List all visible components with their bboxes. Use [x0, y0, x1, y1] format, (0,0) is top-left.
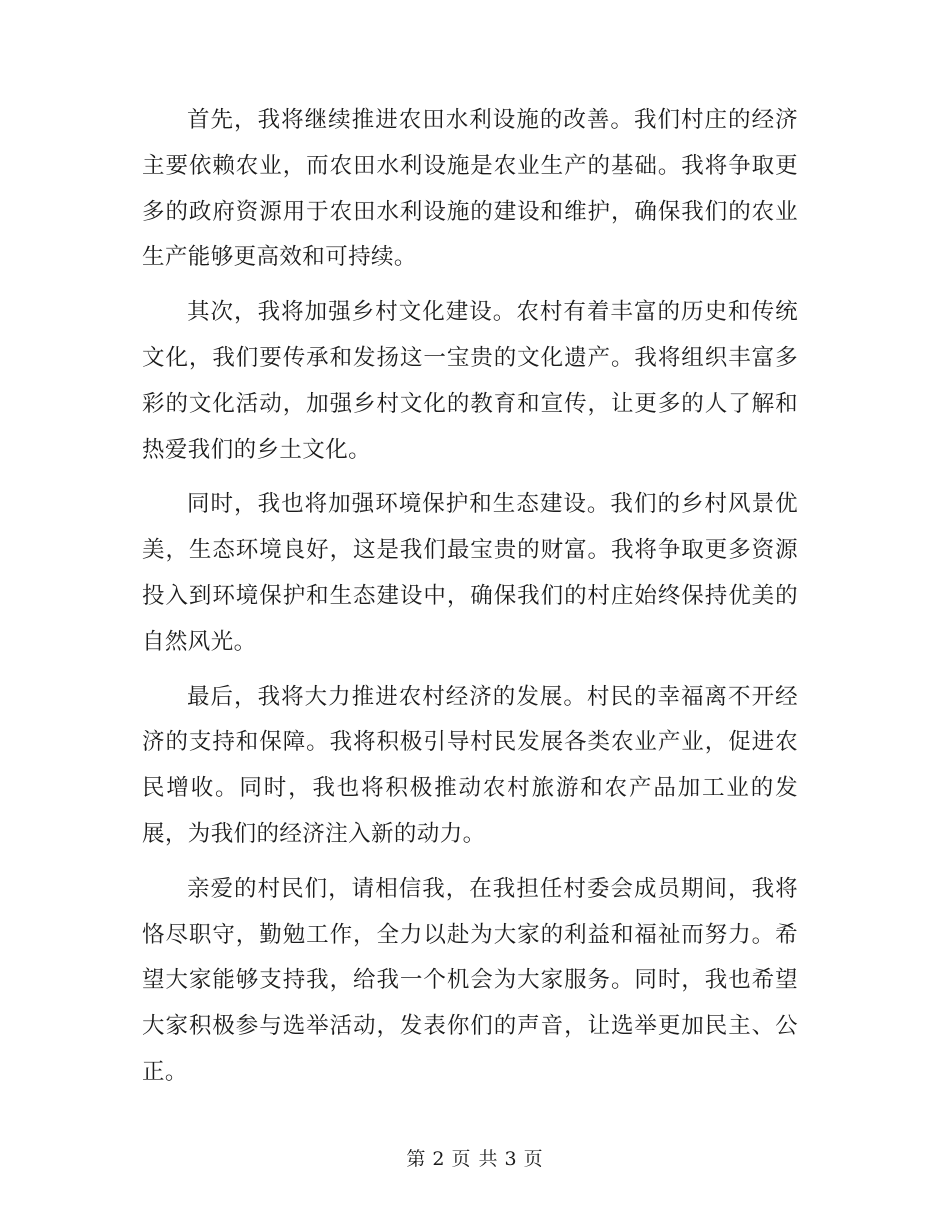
paragraph-economy: 最后，我将大力推进农村经济的发展。村民的幸福离不开经济的支持和保障。我将积极引导村民发展各类农业产业，促进农民增收。同时，我也将积极推动农村旅游和农产品加工业的发展，为我们的经济注入新的动力。: [142, 683, 798, 847]
footer-middle: 页 共: [451, 1148, 499, 1170]
footer-total-pages: 3: [504, 1148, 518, 1170]
page-number-footer: [0, 1147, 950, 1171]
paragraph-environment: 同时，我也将加强环境保护和生态建设。我们的乡村风景优美，生态环境良好，这是我们最宝贵的财富。我将争取更多资源投入到环境保护和生态建设中，确保我们的村庄始终保持优美的自然风光。: [142, 491, 798, 655]
footer-suffix: 页: [523, 1148, 544, 1170]
document-body: [142, 98, 798, 1105]
footer-current-page: 2: [432, 1148, 446, 1170]
paragraph-culture: 其次，我将加强乡村文化建设。农村有着丰富的历史和传统文化，我们要传承和发扬这一宝贵的文化遗产。我将组织丰富多彩的文化活动，加强乡村文化的教育和宣传，让更多的人了解和热爱我们的乡土文化。: [142, 299, 798, 463]
footer-prefix: 第: [406, 1148, 427, 1170]
paragraph-irrigation: 首先，我将继续推进农田水利设施的改善。我们村庄的经济主要依赖农业，而农田水利设施是农业生产的基础。我将争取更多的政府资源用于农田水利设施的建设和维护，确保我们的农业生产能够更高效和可持续。: [142, 107, 798, 271]
paragraph-closing: 亲爱的村民们，请相信我，在我担任村委会成员期间，我将恪尽职守，勤勉工作，全力以赴为大家的利益和福祉而努力。希望大家能够支持我，给我一个机会为大家服务。同时，我也希望大家积极参与选举活动，发表你们的声音，让选举更加民主、公正。: [142, 875, 798, 1085]
